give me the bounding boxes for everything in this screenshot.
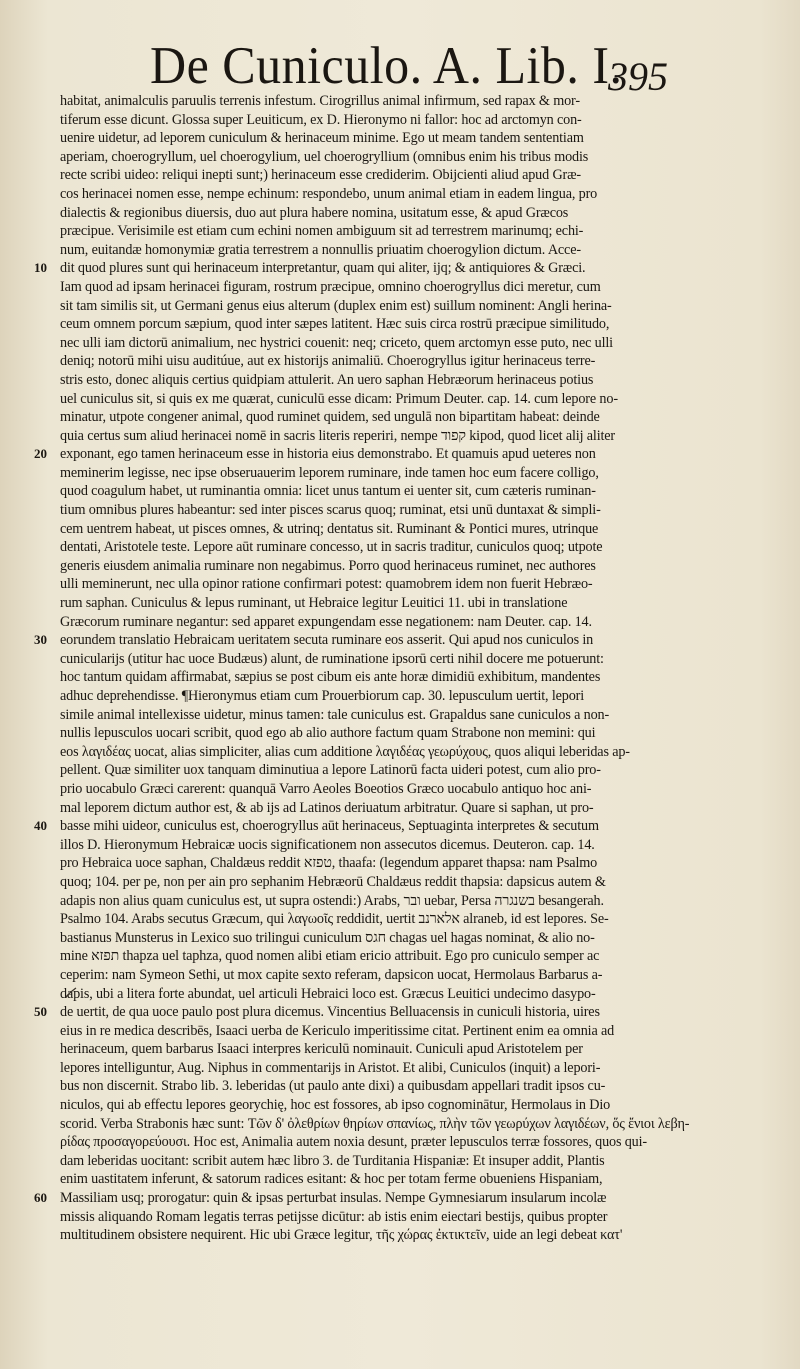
text-line: [34, 594, 746, 613]
text-line: [34, 985, 746, 1004]
line-text: quia certus sum aliud herinacei nomē in sacris literis reperiri, nempe קפוד kipod, quod licet alij aliter: [60, 427, 616, 444]
line-text: lepores intelliguntur, Aug. Niphus in commentarijs in Aristot. Et alibi, Cuniculos (inquit) a lepori-: [60, 1059, 601, 1076]
line-text: recte scribi uideo: reliqui inepti sunt;) herinaceum esse crediderim. Obijcienti aliud apud Græ-: [60, 167, 582, 184]
text-line: [34, 780, 746, 799]
line-text: nec ulli iam dictorū animalium, nec hystrici couenit: neq; criceto, quem arctomyn esse puto, nec ulli: [60, 334, 613, 351]
line-text: herinaceum, quem barbarus Isaaci interpres kericulū nominauit. Cuniculi apud Aristotelem per: [60, 1041, 583, 1058]
text-line: [34, 371, 746, 390]
line-text: niculos, qui ab effectu lepores georychię, hoc est fossores, ab ipso cognominātur, Hermolaus in Dio: [60, 1097, 611, 1114]
line-text: uel cuniculus sit, si quis ex me quærat, cuniculū esse dicam: Primum Deuter. cap. 14. cum lepore no-: [60, 390, 618, 407]
line-number: 50: [34, 1004, 47, 1020]
line-text: ceum omnem porcum sæpium, quod inter sæpes latitent. Hæc suis circa rostrū præcipue similitudo,: [60, 316, 610, 333]
line-text: dam leberidas uocitant: scribit autem hæc libro 3. de Turditania Hispaniæ: Et insuper addit, Plantis: [60, 1152, 605, 1169]
line-text: minatur, utpote congener animal, quod ruminet quidem, sed ungulā non bipartitam habeat: deinde: [60, 409, 600, 426]
text-line: [34, 408, 746, 427]
line-text: deniq; notorū mihi uisu auditúue, aut ex historijs animaliū. Choerogryllus igitur herinaceus terre-: [60, 353, 596, 370]
line-text: quoq; 104. per pe, non per ain pro sephanim Hebræorū Chaldæus reddit thapsia: dapsicus autem &: [60, 873, 606, 890]
line-text: bus non discernit. Strabo lib. 3. leberidas (ut paulo ante dixi) a quibusdam appellari tradit ipsos cu-: [60, 1078, 606, 1095]
text-line: [34, 148, 746, 167]
line-text: Græcorum ruminare negantur: sed apparet expungendam esse negationem: nam Deuter. cap. 14.: [60, 613, 592, 630]
line-number: 40: [34, 818, 47, 834]
text-line: [34, 1133, 746, 1152]
text-line: [34, 464, 746, 483]
line-text: rum saphan. Cuniculus & lepus ruminant, ut Hebraice legitur Leuitici 11. ubi in translatione: [60, 595, 568, 612]
line-text: generis eiusdem animalia ruminare non negabimus. Porro quod herinaceus ruminet, nec authores: [60, 557, 596, 574]
line-text: ρίδας προσαγορεύουσι. Hoc est, Animalia autem noxia desunt, præter lepusculos terræ fossores, quos qui-: [60, 1134, 647, 1151]
text-line: [34, 427, 746, 446]
line-text: adapis non alius quam cuniculus est, ut supra ostendi:) Arabs, ובר uebar, Persa בשנגרה besangerah.: [60, 892, 604, 909]
text-line: [34, 352, 746, 371]
text-line: [34, 520, 746, 539]
line-text: num, euitandæ homonymiæ gratia terrestrem a nonnullis priuatim choerogylion dictum. Acce-: [60, 241, 581, 258]
line-text: cunicularijs (utitur hac uoce Budæus) alunt, de ruminatione ipsorū certi nihil docere me potuerunt:: [60, 650, 604, 667]
stray-ink-mark: [64, 985, 80, 1001]
line-text: ceperim: nam Symeon Sethi, ut mox capite sexto referam, dapsicon uocat, Hermolaus Barbarus a-: [60, 966, 603, 983]
line-text: cos herinacei nomen esse, nempe echinum: respondebo, unum animal etiam in eadem lingua, pro: [60, 185, 598, 202]
text-line: [34, 185, 746, 204]
line-text: mal leporem dictum author est, & ab ijs ad Latinos deriuatum arbitratur. Quare si saphan, ut pro-: [60, 799, 594, 816]
text-line: [34, 241, 746, 260]
text-line: [34, 166, 746, 185]
text-line: [34, 575, 746, 594]
line-text: ulli meminerunt, nec ulla opinor ratione confirmari potest: quamobrem idem non fuerit Hebræo-: [60, 576, 593, 593]
folio-number: 395: [608, 54, 668, 99]
text-line: [34, 315, 746, 334]
line-text: stris esto, donec aliquis certius quidpiam attulerit. An uero saphan Hebræorum herinaceus potius: [60, 371, 594, 388]
line-text: bastianus Munsterus in Lexico suo trilingui cuniculum חגס chagas uel hagas nominat, & alio no-: [60, 929, 595, 946]
text-line: [34, 1189, 746, 1208]
text-line: [34, 92, 746, 111]
line-text: dentati, Aristotele teste. Lepore aūt ruminare concesso, ut in sacris traditur, cuniculos quoq; utpote: [60, 539, 603, 556]
text-line: [34, 650, 746, 669]
text-line: [34, 297, 746, 316]
text-line: [34, 947, 746, 966]
text-line: [34, 445, 746, 464]
line-text: pellent. Quæ similiter uox tanquam diminutiua a lepore Latinorū facta uideri potest, cum alio pro-: [60, 762, 601, 779]
line-text: præcipue. Verisimile est etiam cum echini nomen ambiguum sit ad terrestrem marinumq; echi-: [60, 223, 584, 240]
line-text: missis aliquando Romam legatis terras petijsse dicūtur: ab istis enim eiectari bestijs, quibus propter: [60, 1208, 608, 1225]
text-line: [34, 1170, 746, 1189]
text-line: [34, 631, 746, 650]
line-text: Massiliam usq; prorogatur: quin & ipsas perturbat insulas. Nempe Gymnesiarum insularum incolæ: [60, 1190, 607, 1207]
text-line: [34, 910, 746, 929]
line-text: dapis, ubi a litera forte abundat, uel articuli Hebraici loco est. Græcus Leuitici undecimo dasypo-: [60, 985, 596, 1002]
line-text: scorid. Verba Strabonis hæc sunt: Τῶν δ' ὀλεθρίων θηρίων σπανίως, πλὴν τῶν γεωρύχων λαγιδέων, ὅς ἔνιοι λεβη-: [60, 1115, 690, 1132]
line-text: meminerim legisse, nec ipse obseruauerim leporem ruminare, inde tamen hoc eum facere colligo,: [60, 464, 599, 481]
text-line: [34, 929, 746, 948]
text-line: [34, 1022, 746, 1041]
running-title: De Cuniculo. A. Lib. I.: [150, 35, 623, 95]
line-text: dit quod plures sunt qui herinaceum interpretantur, quam qui aliter, ijq; & antiquiores & Græci.: [60, 260, 586, 277]
line-number: 60: [34, 1190, 47, 1206]
text-line: [34, 1226, 746, 1245]
line-text: illos D. Hieronymum Hebraicæ uocis significationem non assecutos dicemus. Deuteron. cap. 14.: [60, 836, 595, 853]
text-line: [34, 743, 746, 762]
page-header: [150, 30, 670, 100]
line-text: cem uentrem habeat, ut pisces omnes, & utrinq; dentatus sit. Ruminant & Pontici mures, utrinque: [60, 520, 599, 537]
line-text: enim uastitatem inferunt, & satorum radices esitant: & hoc per totam ferme obueniens Hispaniam,: [60, 1171, 603, 1188]
line-text: quod coagulum habet, ut ruminantia omnia: licet unus tantum ei uenter sit, cum cæteris ruminan-: [60, 483, 596, 500]
text-line: [34, 854, 746, 873]
text-line: [34, 668, 746, 687]
text-line: [34, 836, 746, 855]
text-line: [34, 482, 746, 501]
line-text: de uertit, de qua uoce paulo post plura dicemus. Vincentius Belluacensis in cuniculi historia, uires: [60, 1004, 600, 1021]
text-line: [34, 1003, 746, 1022]
line-text: eius in re medica describēs, Isaaci uerba de Kericulo imperitissime citat. Pertinent enim ea omnia ad: [60, 1022, 615, 1039]
body-text: [34, 92, 746, 1245]
text-line: [34, 557, 746, 576]
text-line: [34, 817, 746, 836]
text-line: [34, 390, 746, 409]
text-line: [34, 1059, 746, 1078]
text-line: [34, 1040, 746, 1059]
line-text: pro Hebraica uoce saphan, Chaldæus reddit טפזא, thaafa: (legendum apparet thapsa: nam Psalmo: [60, 855, 598, 872]
text-line: [34, 1096, 746, 1115]
text-line: [34, 111, 746, 130]
line-text: simile animal intellexisse uidetur, minus tamen: tale cuniculus est. Grapaldus sane cuniculos a non-: [60, 706, 610, 723]
text-line: [34, 334, 746, 353]
text-line: [34, 799, 746, 818]
line-number: 10: [34, 260, 47, 276]
text-line: [34, 1115, 746, 1134]
line-text: tiferum esse dicunt. Glossa super Leuiticum, ex D. Hieronymo ni fallor: hoc ad arctomyn con-: [60, 111, 582, 128]
line-text: tium omnibus plures habeantur: sed inter pisces scarus quoq; ruminat, etsi unū duntaxat & simpli-: [60, 502, 601, 519]
text-line: [34, 873, 746, 892]
line-text: nullis lepusculos uocari scribit, quod ego ab alio authore factum quam Strabone non memini: qui: [60, 725, 596, 742]
line-text: multitudinem obsistere nequirent. Hic ubi Græce legitur, τῆς χώρας ἐκτικτεῖν, uide an legi debeat κατ': [60, 1227, 623, 1244]
text-line: [34, 706, 746, 725]
text-line: [34, 966, 746, 985]
line-text: aperiam, choerogryllum, uel choerogylium, uel choerogryllium (omnibus enim his tribus modis: [60, 148, 589, 165]
text-line: [34, 278, 746, 297]
line-text: sit tam similis sit, ut Germani genus eius alterum (duplex enim est) suillum nominent: Angli herina-: [60, 297, 612, 314]
line-text: eos λαγιδέας uocat, alias simpliciter, alias cum additione λαγιδέας γεωρύχους, quos aliqui leberidas ap-: [60, 743, 630, 760]
text-line: [34, 761, 746, 780]
line-number: 30: [34, 632, 47, 648]
text-line: [34, 259, 746, 278]
text-line: [34, 501, 746, 520]
line-text: dialectis & regionibus diuersis, duo aut plura habere nomina, usitatum esse, & apud Græcos: [60, 204, 569, 221]
line-text: exponant, ego tamen herinaceum esse in historia eius demonstrabo. Et quamuis apud ueteres non: [60, 446, 596, 463]
line-text: eorundem translatio Hebraicam ueritatem secuta ruminare eos asserit. Qui apud nos cuniculos in: [60, 632, 594, 649]
text-line: [34, 129, 746, 148]
text-line: [34, 1152, 746, 1171]
text-line: [34, 1077, 746, 1096]
text-line: [34, 892, 746, 911]
line-text: uenire uidetur, ad leporem cuniculum & herinaceum minime. Ego ut meam tandem sententiam: [60, 130, 584, 147]
text-line: [34, 613, 746, 632]
text-line: [34, 1208, 746, 1227]
line-text: habitat, animalculis paruulis terrenis infestum. Cirogrillus animal infirmum, sed rapax & mor-: [60, 93, 580, 109]
text-line: [34, 724, 746, 743]
line-text: Psalmo 104. Arabs secutus Græcum, qui λαγωοῖς reddidit, uertit אלארנב alraneb, id est lepores. Se-: [60, 911, 609, 928]
text-line: [34, 687, 746, 706]
line-text: hoc tantum quidam affirmabat, sæpius se post cibum eis ante horæ dimidiū exhibitum, mandentes: [60, 669, 601, 686]
line-text: adhuc deprehendisse. ¶Hieronymus etiam cum Prouerbiorum cap. 30. lepusculum uertit, lepori: [60, 688, 585, 704]
text-line: [34, 538, 746, 557]
line-number: 20: [34, 446, 47, 462]
line-text: basse mihi uideor, cuniculus est, choerogryllus aūt herinaceus, Septuaginta interpretes & secutum: [60, 818, 599, 835]
line-text: mine תפזא thapza uel taphza, quod nomen alibi etiam ericio attribuit. Ego pro cuniculo semper ac: [60, 948, 600, 965]
text-line: [34, 204, 746, 223]
text-line: [34, 222, 746, 241]
line-text: Iam quod ad ipsam herinacei figuram, rostrum præcipue, omnino choerogryllus dici meretur, cum: [60, 278, 601, 295]
line-text: prio uocabulo Græci carerent: quanquā Varro Aeoles Boeotios Græco uocabulo antiquo hoc ani-: [60, 780, 592, 797]
